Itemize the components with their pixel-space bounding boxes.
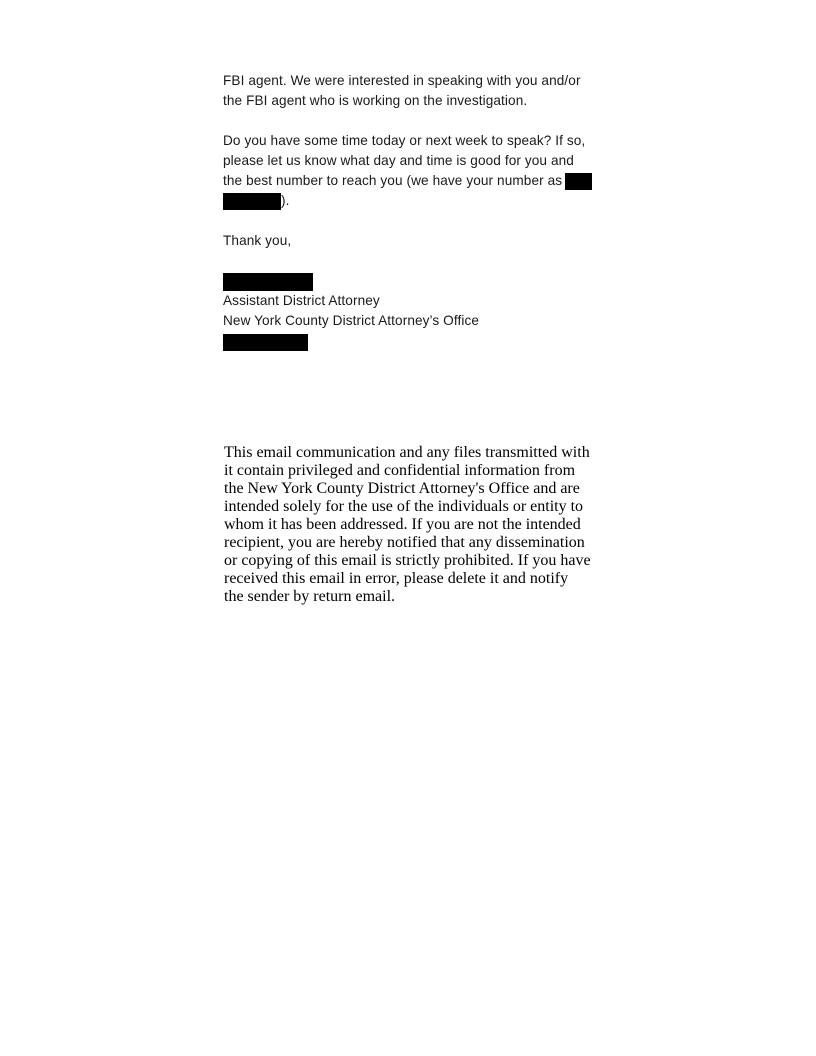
disclaimer-line: received this email in error, please delete it and notify bbox=[224, 570, 569, 587]
body-line: Do you have some time today or next week to speak? If so, bbox=[223, 133, 586, 148]
redaction-block bbox=[223, 273, 313, 291]
signature-office: New York County District Attorney’s Office bbox=[223, 313, 480, 328]
paragraph-gap bbox=[223, 111, 603, 131]
confidentiality-disclaimer bbox=[224, 444, 604, 606]
signature-contact-line bbox=[223, 331, 603, 351]
signature-title: Assistant District Attorney bbox=[223, 293, 380, 308]
disclaimer-line: whom it has been addressed. If you are not the intended bbox=[224, 516, 581, 533]
body-line-with-redaction bbox=[223, 191, 603, 211]
disclaimer-line: it contain privileged and confidential information from bbox=[224, 462, 576, 479]
body-line: FBI agent. We were interested in speaking with you and/or bbox=[223, 73, 581, 88]
closing-line: Thank you, bbox=[223, 233, 292, 248]
body-line: please let us know what day and time is good for you and bbox=[223, 153, 574, 168]
body-line-text: the best number to reach you (we have your number as bbox=[223, 173, 563, 188]
disclaimer-line: the New York County District Attorney's Office and are bbox=[224, 480, 580, 497]
email-body bbox=[223, 71, 603, 351]
redaction-block bbox=[223, 334, 308, 351]
redaction-block bbox=[223, 193, 281, 210]
disclaimer-line: the sender by return email. bbox=[224, 588, 396, 605]
body-line: the FBI agent who is working on the investigation. bbox=[223, 93, 528, 108]
disclaimer-line: or copying of this email is strictly prohibited. If you have bbox=[224, 552, 591, 569]
redaction-block bbox=[565, 173, 592, 190]
disclaimer-line: This email communication and any files transmitted with bbox=[224, 444, 590, 461]
paragraph-gap bbox=[223, 211, 603, 231]
disclaimer-line: recipient, you are hereby notified that any dissemination bbox=[224, 534, 585, 551]
body-line-text: ). bbox=[281, 193, 290, 208]
signature-name-line bbox=[223, 271, 603, 291]
disclaimer-line: intended solely for the use of the individuals or entity to bbox=[224, 498, 584, 515]
paragraph-gap bbox=[223, 251, 603, 271]
body-line-with-redaction bbox=[223, 171, 603, 191]
